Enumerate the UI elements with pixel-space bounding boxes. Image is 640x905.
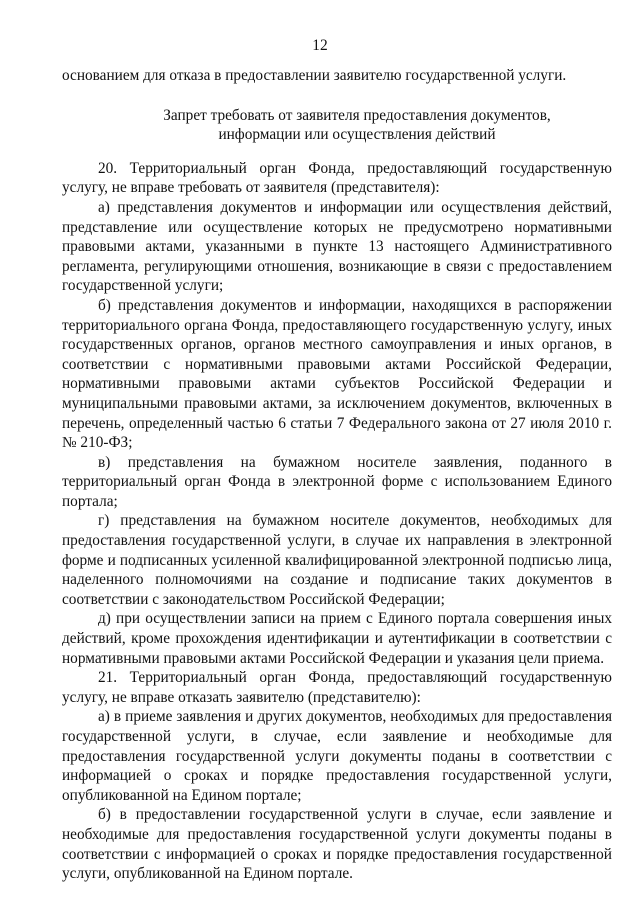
document-body <box>62 66 612 884</box>
paragraph-20-b: б) представления документов и информации, находящихся в распоряжении территориального органа Фонда, предоставляющего государственную услугу, иных государственных органов, органов местного самоуправления и иных органов, в соответствии с нормативными правовыми актами Российской Федерации, нормативными правовыми актами субъектов Российской Федерации и муниципальными правовыми актами, за исключением документов, включенных в перечень, определенный частью 6 статьи 7 Федерального закона от 27 июля 2010 г. № 210-ФЗ; <box>62 296 612 452</box>
section-heading-line-2: информации или осуществления действий <box>218 126 496 144</box>
section-heading <box>102 106 612 145</box>
paragraph-20-g: г) представления на бумажном носителе документов, необходимых для предоставления государственной услуги, в случае их направления в электронной форме и подписанных усиленной квалифицированной электронной подписью лица, наделенного полномочиями на создание и подписание таких документов в соответствии с законодательством Российской Федерации; <box>62 512 612 608</box>
paragraph-20: 20. Территориальный орган Фонда, предоставляющий государственную услугу, не вправе требовать от заявителя (представителя): <box>62 159 612 197</box>
paragraph-21: 21. Территориальный орган Фонда, предоставляющий государственную услугу, не вправе отказать заявителю (представителю): <box>62 669 612 706</box>
section-heading-line-1: Запрет требовать от заявителя предоставления документов, <box>163 106 551 124</box>
paragraph-21-a: а) в приеме заявления и других документов, необходимых для предоставления государственной услуги, в случае, если заявление и необходимые для предоставления государственной услуги документы поданы в соответствии с информацией о сроках и порядке предоставления государственной услуги, опубликованной на Едином портале; <box>62 708 612 804</box>
paragraph-20-a: а) представления документов и информации или осуществления действий, представление или осуществление которых не предусмотрено нормативными правовыми актами, указанными в пункте 13 настоящего Административного регламента, регулирующими отношения, возникающие в связи с предоставлением государственной услуги; <box>62 198 612 295</box>
paragraph-20-d: д) при осуществлении записи на прием с Единого портала совершения иных действий, кроме прохождения идентификации и аутентификации в соответствии с нормативными правовыми актами Российской Федерации и указания цели приема. <box>62 610 612 667</box>
paragraph-21-b: б) в предоставлении государственной услуги в случае, если заявление и необходимые для предоставления государственной услуги документы поданы в соответствии с информацией о сроках и порядке предоставления государственной услуги, опубликованной на Едином портале. <box>62 806 612 883</box>
page-number: 12 <box>312 37 328 54</box>
lead-paragraph: основанием для отказа в предоставлении заявителю государственной услуги. <box>62 67 567 84</box>
paragraph-20-v: в) представления на бумажном носителе заявления, поданного в территориальный орган Фонда в электронной форме с использованием Единого портала; <box>62 453 612 510</box>
